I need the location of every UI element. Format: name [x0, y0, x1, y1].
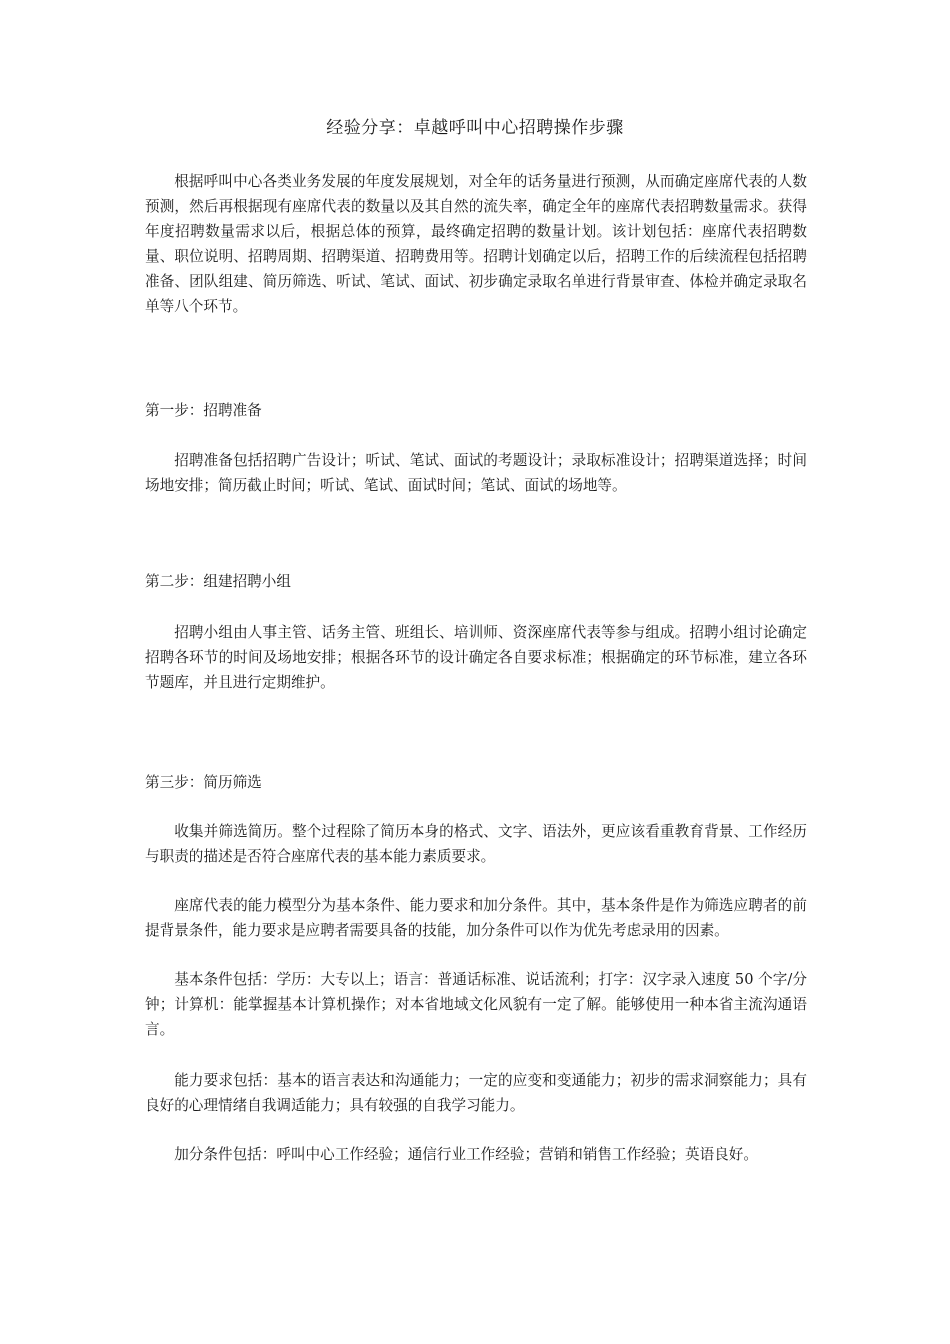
step3-paragraph-3: 基本条件包括：学历：大专以上；语言：普通话标准、说话流利；打字：汉字录入速度 50 个字/分钟；计算机：能掌握基本计算机操作；对本省地域文化风貌有一定了解。能够使用一种本省主流沟通语言。 [145, 971, 807, 1038]
step2-paragraph: 招聘小组由人事主管、话务主管、班组长、培训师、资深座席代表等参与组成。招聘小组讨论确定招聘各环节的时间及场地安排；根据各环节的设计确定各自要求标准；根据确定的环节标准，建立各环节题库，并且进行定期维护。 [145, 624, 807, 691]
document-title: 经验分享：卓越呼叫中心招聘操作步骤 [326, 118, 624, 138]
step3-paragraph-2: 座席代表的能力模型分为基本条件、能力要求和加分条件。其中，基本条件是作为筛选应聘者的前提背景条件，能力要求是应聘者需要具备的技能，加分条件可以作为优先考虑录用的因素。 [145, 897, 807, 939]
step3-paragraph-4: 能力要求包括：基本的语言表达和沟通能力；一定的应变和变通能力；初步的需求洞察能力；具有良好的心理情绪自我调适能力；具有较强的自我学习能力。 [145, 1072, 807, 1114]
step2-heading: 第二步：组建招聘小组 [145, 573, 291, 590]
step3-paragraph-1: 收集并筛选简历。整个过程除了简历本身的格式、文字、语法外，更应该看重教育背景、工作经历与职责的描述是否符合座席代表的基本能力素质要求。 [145, 823, 807, 865]
step3-heading: 第三步：简历筛选 [145, 774, 262, 791]
step1-paragraph: 招聘准备包括招聘广告设计；听试、笔试、面试的考题设计；录取标准设计；招聘渠道选择；时间场地安排；简历截止时间；听试、笔试、面试时间；笔试、面试的场地等。 [145, 452, 807, 494]
step1-heading: 第一步：招聘准备 [145, 402, 262, 419]
step3-paragraph-5: 加分条件包括：呼叫中心工作经验；通信行业工作经验；营销和销售工作经验；英语良好。 [174, 1146, 758, 1163]
intro-paragraph: 根据呼叫中心各类业务发展的年度发展规划，对全年的话务量进行预测，从而确定座席代表的人数预测，然后再根据现有座席代表的数量以及其自然的流失率，确定全年的座席代表招聘数量需求。获得年度招聘数量需求以后，根据总体的预算，最终确定招聘的数量计划。该计划包括：座席代表招聘数量、职位说明、招聘周期、招聘渠道、招聘费用等。招聘计划确定以后，招聘工作的后续流程包括招聘准备、团队组建、简历筛选、听试、笔试、面试、初步确定录取名单进行背景审查、体检并确定录取名单等八个环节。 [145, 173, 807, 315]
